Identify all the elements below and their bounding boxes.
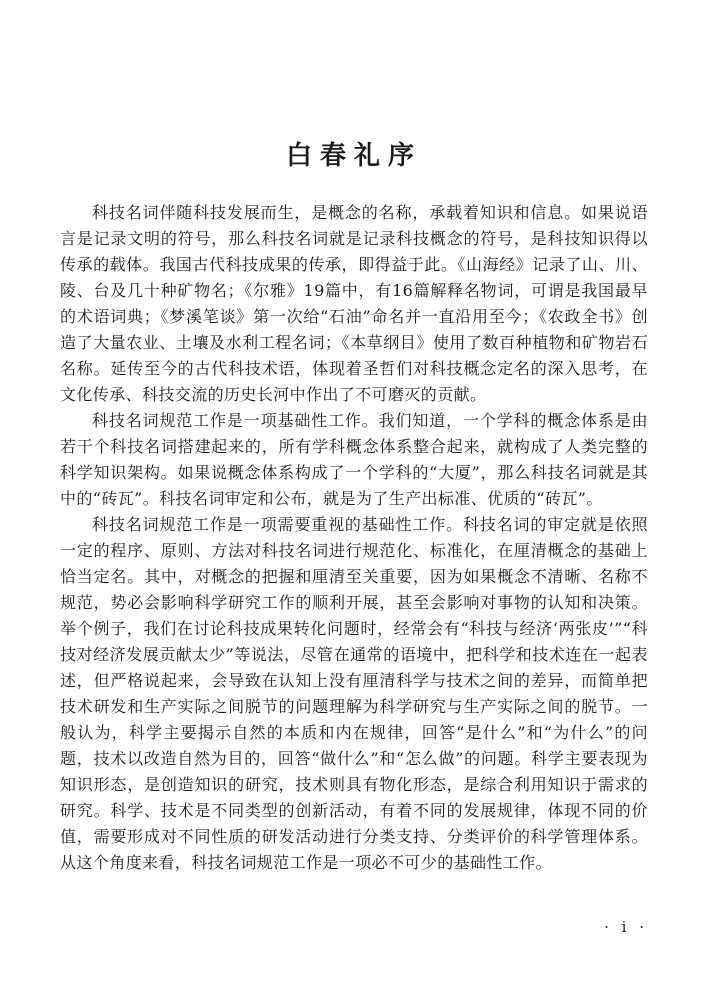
body-text — [60, 200, 648, 876]
paragraph-1: 科技名词伴随科技发展而生，是概念的名称，承载着知识和信息。如果说语言是记录文明的符号，那么科技名词就是记录科技概念的符号，是科技知识得以传承的载体。我国古代科技成果的传承，即得益于此。《山海经》记录了山、川、陵、台及几十种矿物名；《尔雅》19篇中，有16篇解释名物词，可谓是我国最早的术语词典；《梦溪笔谈》第一次给“石油”命名并一直沿用至今；《农政全书》创造了大量农业、土壤及水利工程名词；《本草纲目》使用了数百种植物和矿物岩石名称。延传至今的古代科技术语，体现着圣哲们对科技概念定名的深入思考，在文化传承、科技交流的历史长河中作出了不可磨灭的贡献。 — [60, 203, 648, 404]
paragraph-3: 科技名词规范工作是一项需要重视的基础性工作。科技名词的审定就是依照一定的程序、原则、方法对科技名词进行规范化、标准化，在厘清概念的基础上恰当定名。其中，对概念的把握和厘清至关重要，因为如果概念不清晰、名称不规范，势必会影响科学研究工作的顺利开展，甚至会影响对事物的认知和决策。举个例子，我们在讨论科技成果转化问题时，经常会有“科技与经济‘两张皮’”“科技对经济发展贡献太少”等说法，尽管在通常的语境中，把科学和技术连在一起表述，但严格说起来，会导致在认知上没有厘清科学与技术之间的差异，而简单把技术研发和生产实际之间脱节的问题理解为科学研究与生产实际之间的脱节。一般认为，科学主要揭示自然的本质和内在规律，回答“是什么”和“为什么”的问题，技术以改造自然为目的，回答“做什么”和“怎么做”的问题。科学主要表现为知识形态，是创造知识的研究，技术则具有物化形态，是综合利用知识于需求的研究。科学、技术是不同类型的创新活动，有着不同的发展规律，体现不同的价值，需要形成对不同性质的研发活动进行分类支持、分类评价的科学管理体系。从这个角度来看，科技名词规范工作是一项必不可少的基础性工作。 — [60, 515, 648, 872]
document-page — [60, 0, 648, 982]
page-number: · i · — [604, 918, 648, 936]
page-title: 白春礼序 — [285, 141, 422, 171]
paragraph-2: 科技名词规范工作是一项基础性工作。我们知道，一个学科的概念体系是由若干个科技名词搭建起来的，所有学科概念体系整合起来，就构成了人类完整的科学知识架构。如果说概念体系构成了一个学科的“大厦”，那么科技名词就是其中的“砖瓦”。科技名词审定和公布，就是为了生产出标准、优质的“砖瓦”。 — [60, 411, 648, 508]
